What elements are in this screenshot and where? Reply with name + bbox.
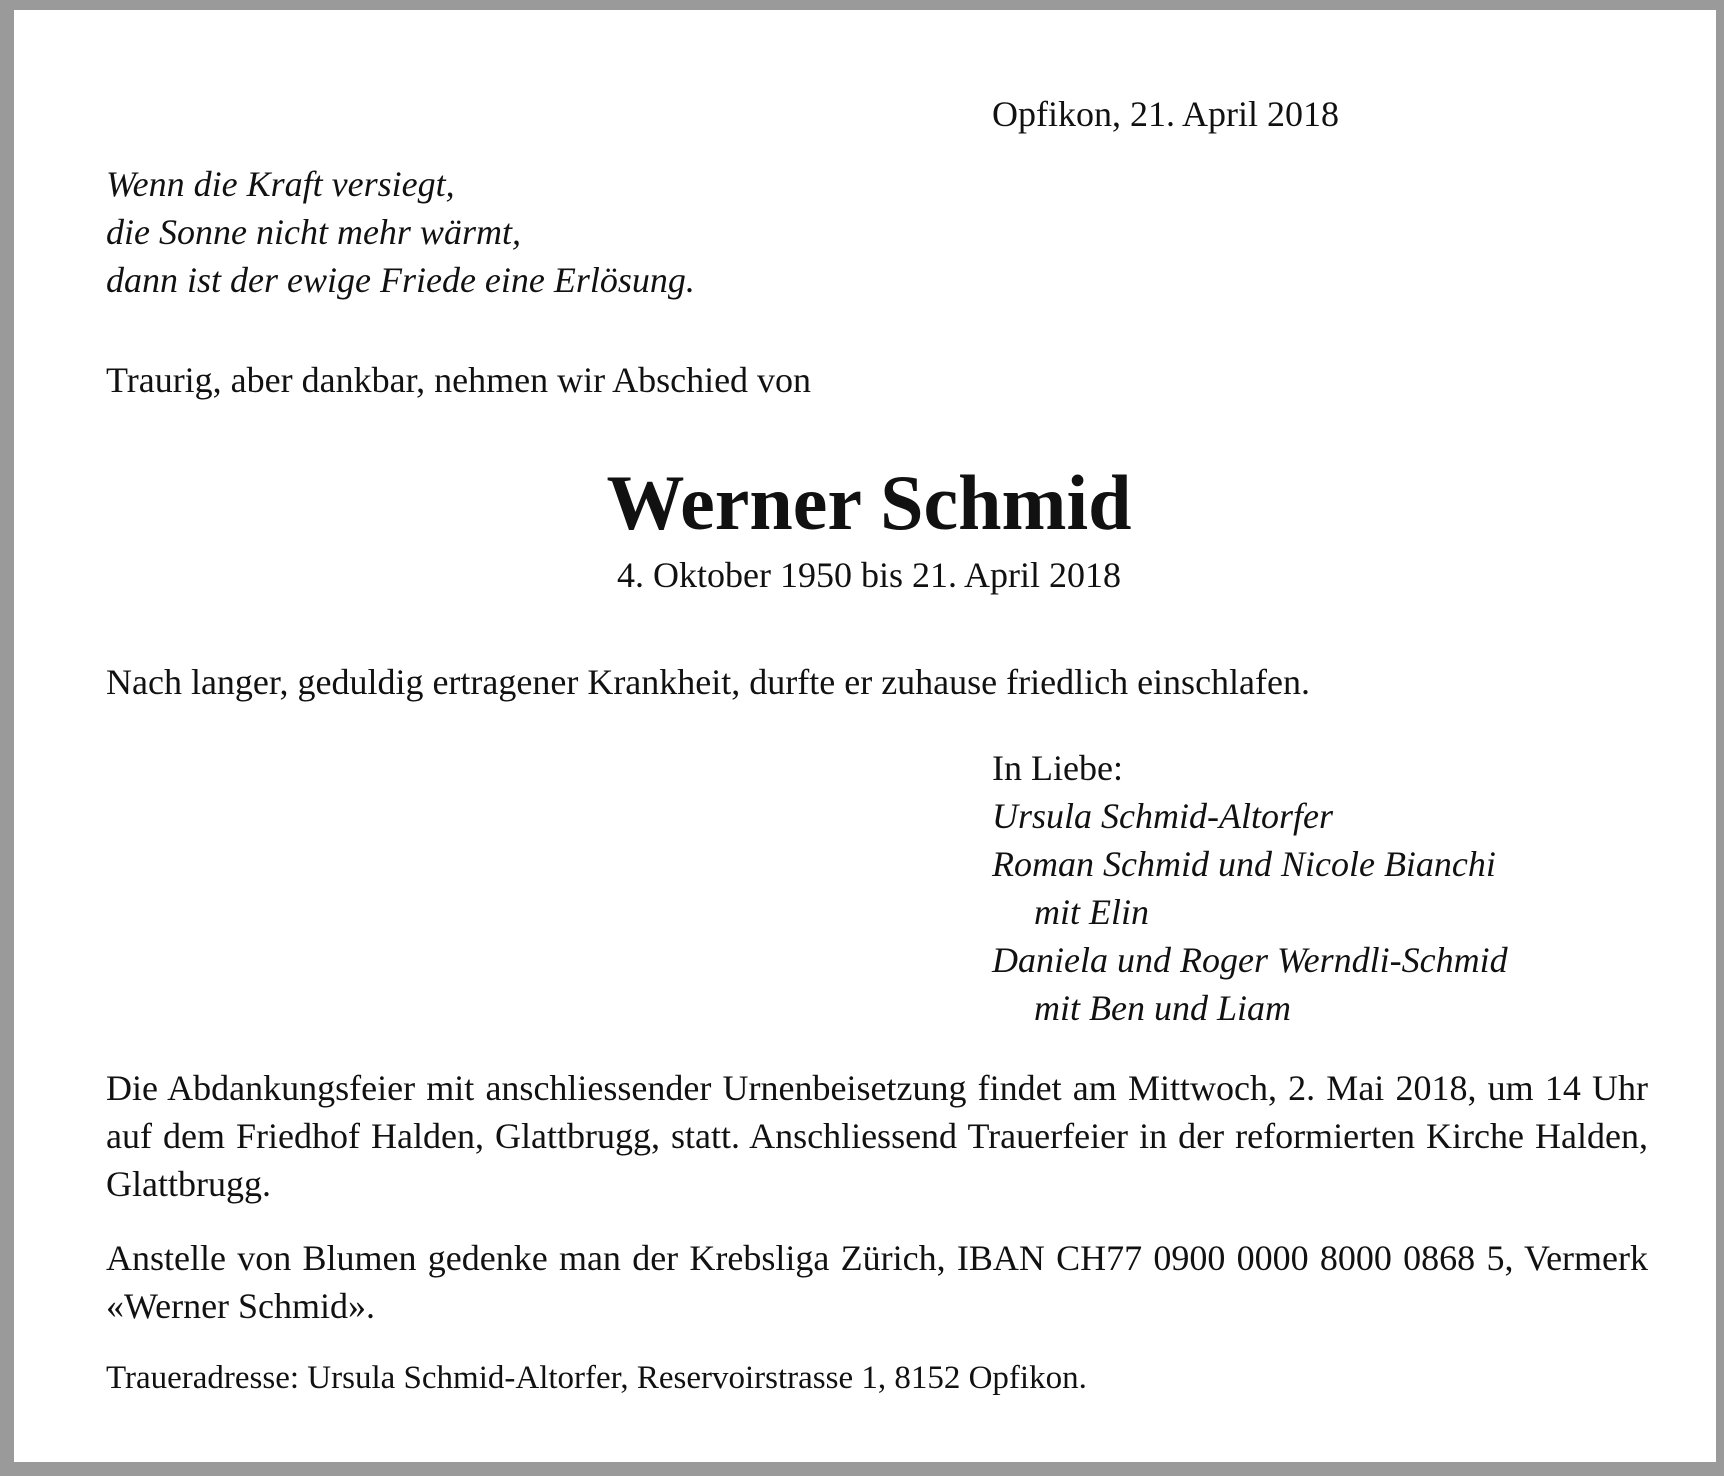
mourner-line: Ursula Schmid-Altorfer — [992, 796, 1333, 836]
ceremony-info: Die Abdankungsfeier mit anschliessender Urnenbeisetzung findet am Mittwoch, 2. Mai 2018, um 14 Uhr auf dem Friedhof Halden, Glattbrugg, statt. Anschliessend Trauerfeier in der reformierten Kirche Halden, Glattbrugg. — [106, 1068, 1648, 1204]
deceased-name: Werner Schmid — [606, 459, 1132, 546]
poem-line: dann ist der ewige Friede eine Erlösung. — [106, 260, 695, 300]
mourner-line: Daniela und Roger Werndli-Schmid — [992, 940, 1508, 980]
mourners-heading: In Liebe: — [992, 748, 1123, 788]
mourner-line: mit Elin — [1034, 892, 1149, 932]
place-date: Opfikon, 21. April 2018 — [992, 94, 1339, 134]
poem-line: die Sonne nicht mehr wärmt, — [106, 212, 521, 252]
donation-info: Anstelle von Blumen gedenke man der Krebsliga Zürich, IBAN CH77 0900 0000 8000 0868 5, Vermerk «Werner Schmid». — [106, 1238, 1648, 1326]
mourning-address: Traueradresse: Ursula Schmid-Altorfer, Reservoirstrasse 1, 8152 Opfikon. — [106, 1360, 1087, 1396]
mourner-line: mit Ben und Liam — [1034, 988, 1291, 1028]
mourner-line: Roman Schmid und Nicole Bianchi — [992, 844, 1496, 884]
passing-message: Nach langer, geduldig ertragener Krankheit, durfte er zuhause friedlich einschlafen. — [106, 662, 1310, 702]
intro-text: Traurig, aber dankbar, nehmen wir Abschied von — [106, 360, 812, 400]
poem-line: Wenn die Kraft versiegt, — [106, 164, 455, 204]
life-dates: 4. Oktober 1950 bis 21. April 2018 — [617, 555, 1121, 595]
